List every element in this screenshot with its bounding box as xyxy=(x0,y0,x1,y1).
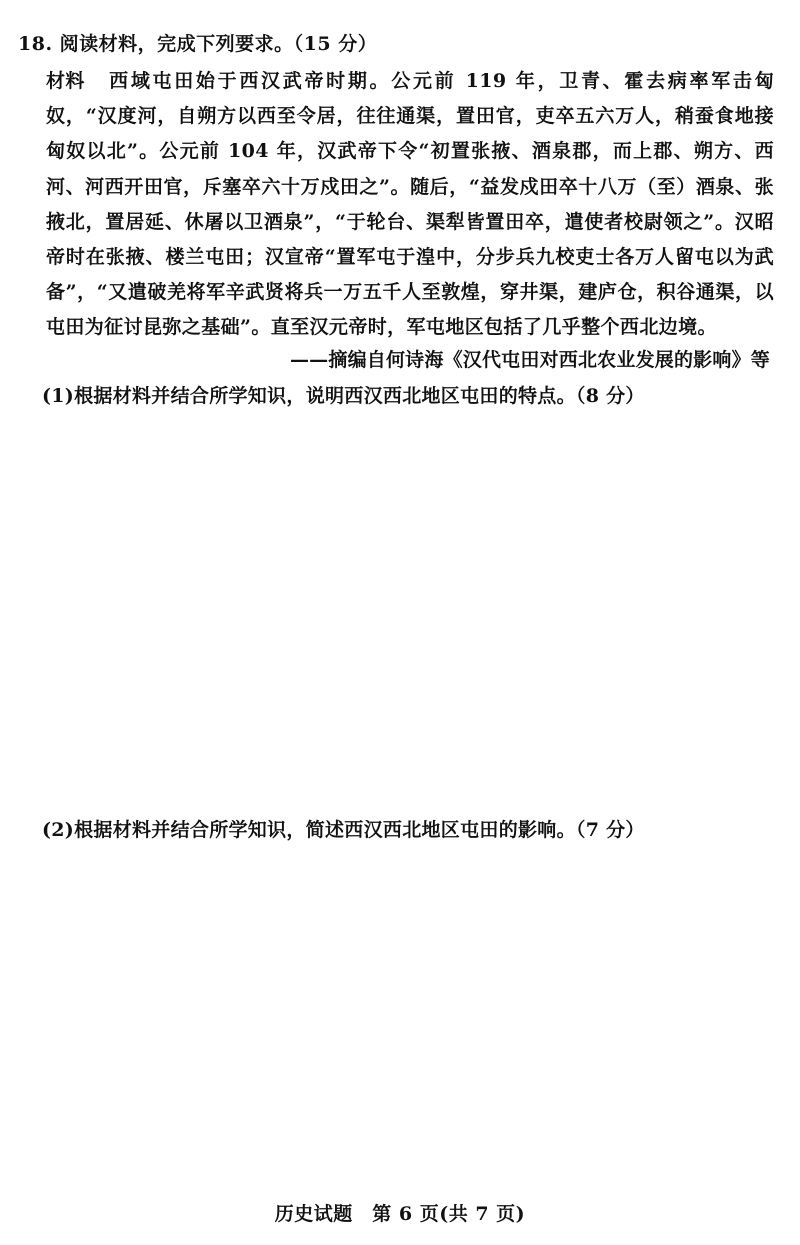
answer-area-2 xyxy=(42,854,762,1184)
sub-question-1: (1)根据材料并结合所学知识，说明西汉西北地区屯田的特点。（8 分） xyxy=(42,385,645,407)
answer-area-1 xyxy=(42,420,762,800)
question-title: 18. 阅读材料，完成下列要求。（15 分） xyxy=(18,33,378,55)
sub-question-2: (2)根据材料并结合所学知识，简述西汉西北地区屯田的影响。（7 分） xyxy=(42,819,645,841)
material-passage xyxy=(46,64,774,346)
material-source: ——摘编自何诗海《汉代屯田对西北农业发展的影响》等 xyxy=(289,349,770,371)
page-footer: 历史试题 第 6 页(共 7 页) xyxy=(274,1203,526,1225)
material-text: 西域屯田始于西汉武帝时期。公元前 119 年，卫青、霍去病率军击匈奴，“汉度河，自朔方以西至令居，往往通渠，置田官，吏卒五六万人，稍蚕食地接匈奴以北”。公元前 104 年，汉武帝下令“初置张掖、酒泉郡，而上郡、朔方、西河、河西开田官，斥塞卒六十万戍田之”。随后，“益发戍田卒十八万（至）酒泉、张掖北，置居延、休屠以卫酒泉”，“于轮台、渠犁皆置田卒，遣使者校尉领之”。汉昭帝时在张掖、楼兰屯田；汉宣帝“置军屯于湟中，分步兵九校吏士各万人留屯以为武备”，“又遣破羌将军辛武贤将兵一万五千人至敦煌，穿井渠，建庐仓，积谷通渠，以屯田为征讨昆弥之基础”。直至汉元帝时，军屯地区包括了几乎整个西北边境。 xyxy=(46,70,774,339)
material-label: 材料 xyxy=(46,70,85,92)
